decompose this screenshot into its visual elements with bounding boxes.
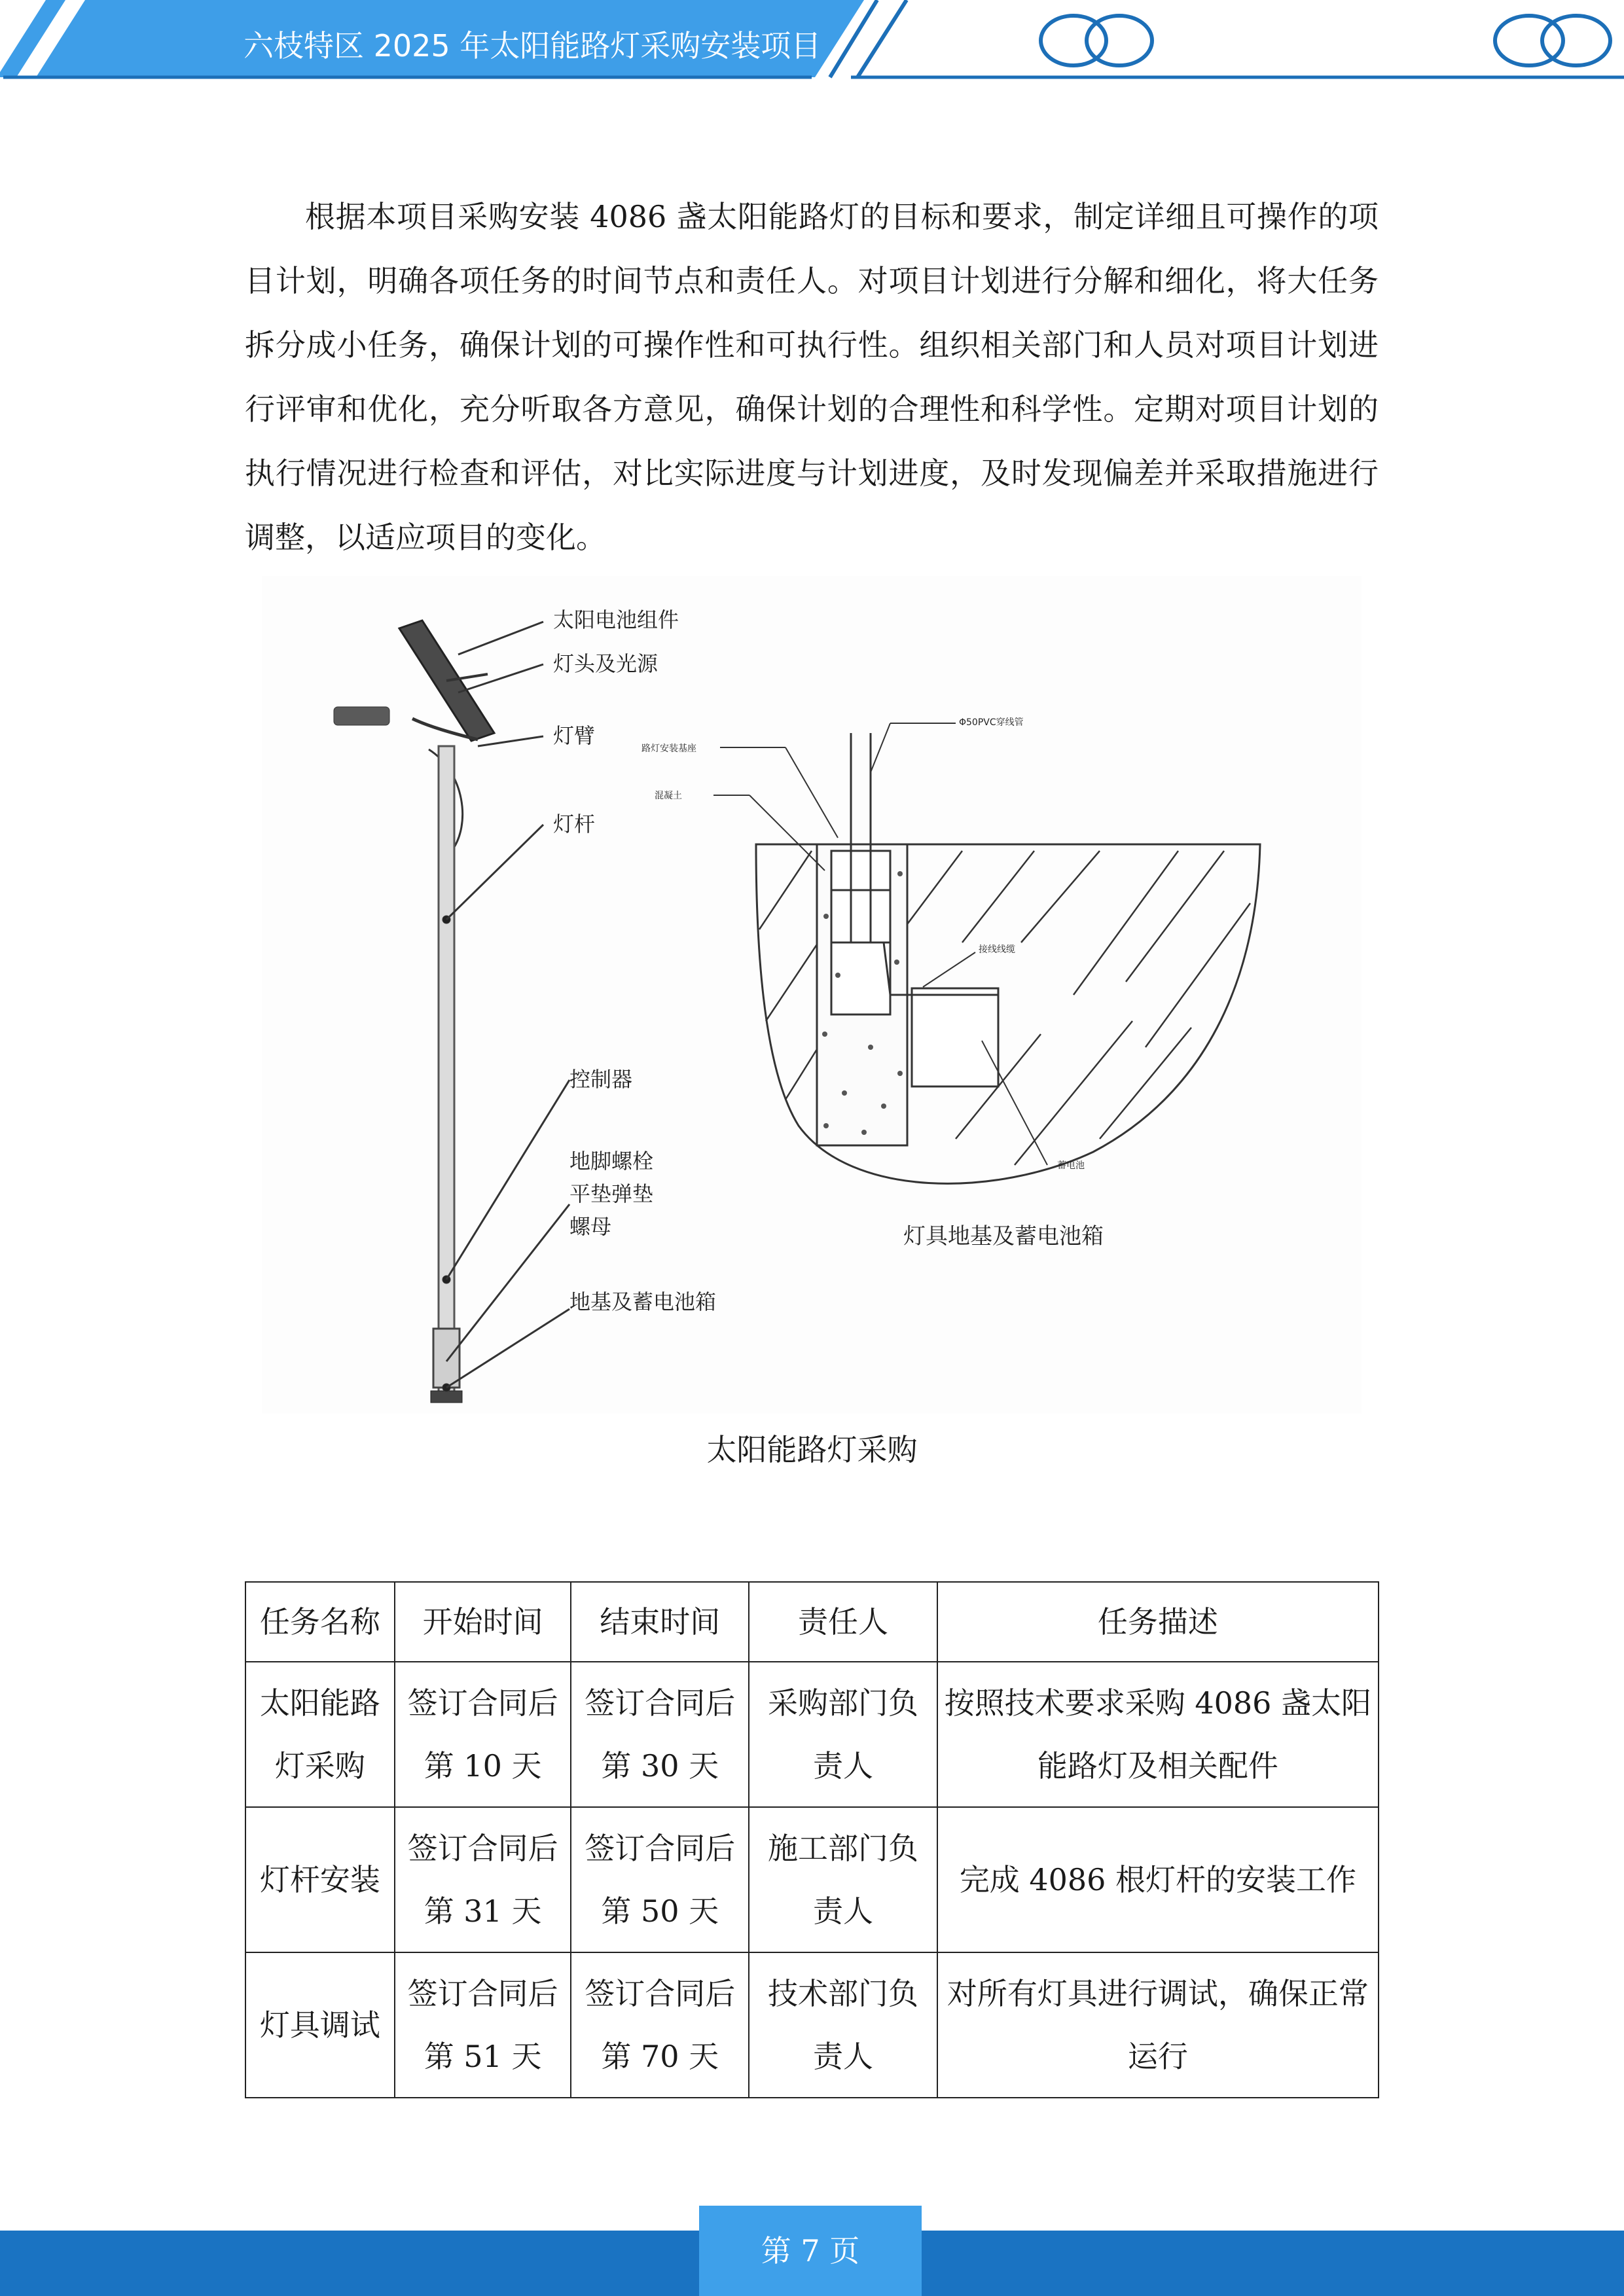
pole-shape <box>439 746 454 1401</box>
cell-start-time: 签订合同后第 10 天 <box>395 1662 571 1807</box>
pole-labels <box>553 607 716 1314</box>
cell-task-name: 太阳能路灯采购 <box>245 1662 395 1807</box>
label-pole: 灯杆 <box>553 812 596 836</box>
table-row <box>245 1807 1379 1952</box>
label-anchor-bolt: 地脚螺栓 <box>569 1149 654 1174</box>
label-battery: 蓄电池 <box>1057 1160 1085 1171</box>
label-nut: 螺母 <box>569 1214 612 1239</box>
label-mount-base: 路灯安装基座 <box>641 744 696 754</box>
label-cable: 接线线缆 <box>979 944 1015 955</box>
label-pvc-conduit: Φ50PVC穿线管 <box>959 717 1024 728</box>
cell-start-time: 签订合同后第 51 天 <box>395 1952 571 2098</box>
table-row <box>245 1952 1379 2098</box>
battery-box <box>912 988 998 1086</box>
page-header <box>0 0 1624 92</box>
diagram-svg <box>262 576 1362 1414</box>
street-light-diagram <box>262 576 1362 1414</box>
header-start-time: 开始时间 <box>395 1582 571 1662</box>
foundation-caption: 灯具地基及蓄电池箱 <box>903 1223 1104 1249</box>
pole-drawing <box>334 620 494 1403</box>
cell-description: 按照技术要求采购 4086 盏太阳能路灯及相关配件 <box>937 1662 1379 1807</box>
cell-description: 完成 4086 根灯杆的安装工作 <box>937 1807 1379 1952</box>
label-solar-module: 太阳电池组件 <box>553 607 679 632</box>
cell-owner: 技术部门负责人 <box>749 1952 937 2098</box>
cell-end-time: 签订合同后第 50 天 <box>571 1807 749 1952</box>
cell-task-name: 灯杆安装 <box>245 1807 395 1952</box>
header-task-name: 任务名称 <box>245 1582 395 1662</box>
cell-end-time: 签订合同后第 30 天 <box>571 1662 749 1807</box>
figure-caption: 太阳能路灯采购 <box>706 1432 918 1467</box>
header-owner: 责任人 <box>749 1582 937 1662</box>
header-end-time: 结束时间 <box>571 1582 749 1662</box>
label-foundation-box: 地基及蓄电池箱 <box>569 1289 717 1314</box>
header-rings-icon <box>1041 16 1152 65</box>
cell-task-name: 灯具调试 <box>245 1952 395 2098</box>
label-washer: 平垫弹垫 <box>569 1181 654 1206</box>
label-lamp-arm: 灯臂 <box>553 723 596 748</box>
header-title: 六枝特区 2025 年太阳能路灯采购安装项目 <box>244 28 821 63</box>
page-number: 第 7 页 <box>699 2206 922 2296</box>
header-rings-icon-right <box>1495 16 1610 65</box>
label-concrete: 混凝土 <box>655 791 682 801</box>
header-description: 任务描述 <box>937 1582 1379 1662</box>
schedule-table <box>245 1581 1379 2098</box>
label-controller: 控制器 <box>569 1067 633 1092</box>
cell-start-time: 签订合同后第 31 天 <box>395 1807 571 1952</box>
cell-owner: 施工部门负责人 <box>749 1807 937 1952</box>
cell-owner: 采购部门负责人 <box>749 1662 937 1807</box>
lamp-head-shape <box>334 707 389 725</box>
table-header-row <box>245 1582 1379 1662</box>
cell-end-time: 签订合同后第 70 天 <box>571 1952 749 2098</box>
body-paragraph: 根据本项目采购安装 4086 盏太阳能路灯的目标和要求，制定详细且可操作的项目计划，明确各项任务的时间节点和责任人。对项目计划进行分解和细化，将大任务拆分成小任务，确保计划的可操作性和可执行性。组织相关部门和人员对项目计划进行评审和优化，充分听取各方意见，确保计划的合理性和科学性。定期对项目计划的执行情况进行检查和评估，对比实际进度与计划进度，及时发现偏差并采取措施进行调整，以适应项目的变化。 <box>245 199 1379 555</box>
cell-description: 对所有灯具进行调试，确保正常运行 <box>937 1952 1379 2098</box>
label-lamp-head: 灯头及光源 <box>553 651 659 676</box>
table-row <box>245 1662 1379 1807</box>
